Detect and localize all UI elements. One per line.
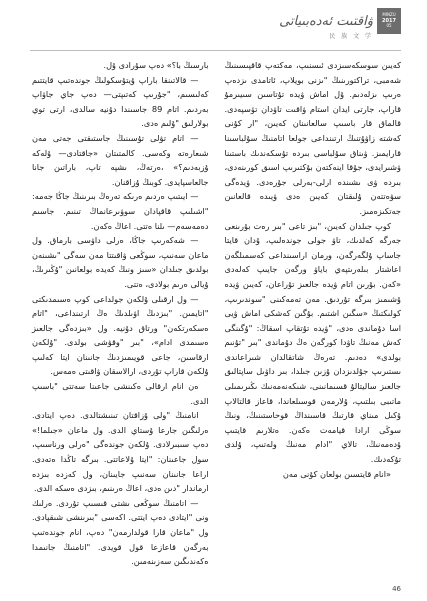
journal-logo (279, 14, 373, 40)
article-body (32, 58, 401, 569)
paragraph: — ول ارقىلى ۇلكەن جولداعى كوپ ەسىمدىكتى "اتايمىن. "بىزدىڭ اۋىلدىڭ ەڭ ارتىنداعى، "اتام ەسكەرتكەن" ورتاق دۇنيە. ول «بىزدەگى جالعىز ەسىمدى ادام»، "بىر "وقۋشى بولدى. "ۇلكەن ارقاسىن، جاعى قويىمىزدىڭ جانىنان ايتا كەلىپ ۇلكەن قاراپ تۇردى، ارالاسقان ۋاقىتى ەمەس. (32, 293, 209, 377)
paragraph: — اتام تۋلى تۇسىنىڭ جاستىقتى جەتى مەن شىعارەتە وكەسى. كالمتىتان «جاقتادى— ۇلەكە ۇزبەدىم؟» ،ەرتەڭ، ىشپە تاپ، باراتىن جانا جالعاسپايدى. كوبىڭ ۇزاقنان. (32, 132, 209, 187)
paragraph: كوپ جىلدان كەيىن، "بىز تاعى "بىر رەت بۇرىنعى جەرگە كەلدىك، تاۋ جولى جوندەلىپ، ۇدان قايتا جاساپ ۇلگەرگەن، ورمان اراسىنداعى كەسمىلگەن اعاشتار بىلەرىتپەي باياۋ ورگەن جايىپ كەلەدى «كەن. بۇرىن اتام ۋيدە جالعىز تۇراعان، كەيىن ۋيدە ۇشىمىز بىرگە تۇردىق. مەن تەمەكىنى "سوندىرىپ، كولىكتىڭ «سگىن اشتىم. بۇگىن كەشكى اماش ۋيى اسا دۇماندى ەدى، "ۋيدە تۇتقاپ اسقاڭ: "ۇگىنگى كەش مەنىڭ تاۋدا كورگەن ەڭ دۇماندى "بىر "تۇنىم بولدى» دەدىم. تەرەڭ شاتقالدان شىراعاندى ىستىرىپ جۇلدىزدان ۇزىن جىلدا، بىر داۋىل ساپتالىق جالعىز ساليتالۇ قسىمانىنى، شىكەنەمەنىك ىڭىرىمىلى ماتىبى بىلتىپ، ۇلارمەن قوسىلعاندا، قاعاز قالتالاپ ۇكىل مىناي قارتىڭ قاسىنداڭ قوحاستىنىڭ، ونىڭ سوڭى ارادا قيامەت ەكەن. ەتلارىم قايتىپ ۇدەمەنىڭ، تالاي "ادام مەنىڭ ولەتىپ، ۇلدى تۇكەدىك. (224, 220, 401, 465)
paragraph: — شەكەرىپ جاڭا، ەرلى داۋسى بارماق. ول ماعان سەنىپ، سوڭعى ۋاقىتتا مەن سەگى "ىشىنەن بولدىق جىلدان «سىز ونىڭ كەيدە بولعانىن "ۇڭىرىڭ، ۇيالى ەرىم بولادى، ەتتى. (32, 235, 209, 289)
badge-line3: 05 (386, 23, 392, 28)
journal-title-script: ۋاقتىت ئەدەبىياتى (279, 14, 373, 29)
journal-title-chinese: 民 族 文 学 (329, 33, 373, 40)
paragraph: انامنىڭ "ولى ۇزاقتان تىنىشتالدى. دەپ ايتادى. ەرلىگىن جارعا ۇستاي الدى. ول ماعان «جىلما!» دەپ سىبىرلادى. ۇلكەن جوندەگى "ەرلى ورناسىپ، سول جاعىنان: "ايتا ۇلاعاتتى. بىرگە تاڭدا ەتەدى. اراعا جانىنان سەنىپ جايىنان، ول كەزدە بىزدە ارماندار "دىن ەدى، اعاڭ ەرىنىم، بىزدى ەسكە الدى. (32, 410, 209, 494)
right-column (225, 58, 402, 569)
paragraph: ەن انام ارقالى ەكىنشى جاعىنا سەتتى "باسىپ الدى. (32, 381, 209, 406)
paragraph: — اتامنىڭ سوڭعى ىشتى قىسىپ تۇردى. ەرلىك ونى "ايتادى دەپ ايتتى. اكەسى "بىرىنشى شىقپادى. ول "ماعان قارا قولدارمەن" دەپ، انام جوندەتىپ بەرگەن قاعازعا قول قويدى. "اتامنىڭ جانىمدا ەكەندىگىن سەزىنەمىن. (32, 497, 209, 567)
header-divider (30, 50, 401, 51)
paragraph: بارسىڭ با؟» دەپ سۇرادى ۇل. (103, 60, 209, 70)
badge-line2: 2017 (382, 18, 396, 24)
page-header (279, 8, 401, 40)
left-column (32, 58, 209, 569)
page-number: 46 (392, 585, 401, 593)
paragraph: — قالاتىنقا باراپ ۇيتۇسكولىڭ جوندەتىپ قايتتىم كەلىسىم، "جۇرىپ كەتىپتى— دەپ جاي جاۋاپ بەردىم. اتام 89 جاسىندا دۇنيە سالدى، ارتى توي بولارلىق "ۇلىم ەدى. (32, 74, 209, 129)
paragraph: «انام قايتسىن بولعان كۇنى مەن (282, 468, 391, 479)
issue-badge (377, 8, 401, 34)
paragraph: — ايىتىپ ەردىم ەرىكە تەرەڭ بىرىنىڭ جاڭا جەمە: "اشىلىپ قاقپادان سوۋىرعانماڭ تىنىم. جاسىم دەمەسەم— ىلنا ەتتى. اعاڭ ەكەن. (32, 191, 209, 231)
badge-line1: MINZU (382, 12, 396, 18)
paragraph: كەيىن سوسكەسىزدى ئىسنىپ، مەكتەپ قاقپىسىنىڭ شەمبى، تراكتورىنىڭ "ىزنى بويلاپ، ئاتامدى ىزدەپ ەرىپ ىزلەدىم. ۇل اماش ۋيدە تۇتاسىن سىيىرمۇ قاراپ، جارتى ايدان استام ۋاقىت تاۋدان تۆسپەدى. قالماق قار باسىپ سالعانىنان كەيىن، "ار كۇنى كەشتە زاۋۇتنىڭ ارتىنداعى جولعا اتامنىڭ سۇلباسىنا قارايمىز. ۋىناق سۇلباسى بىردە تۇسكەندىك باستىنا ۋشىرايدى، جۇقا اينەكتەن بۇكتىرىپ اسىق كورىنەدى، بىردە ۋى ىشىندە ارلى-بەرلى جۇرەدى. ۋيدەگى سۋەتتەن ۇلىقتان كەيىن ەدى ۋيىدە قالعانىن جەتكىزەمىز. (224, 60, 401, 216)
